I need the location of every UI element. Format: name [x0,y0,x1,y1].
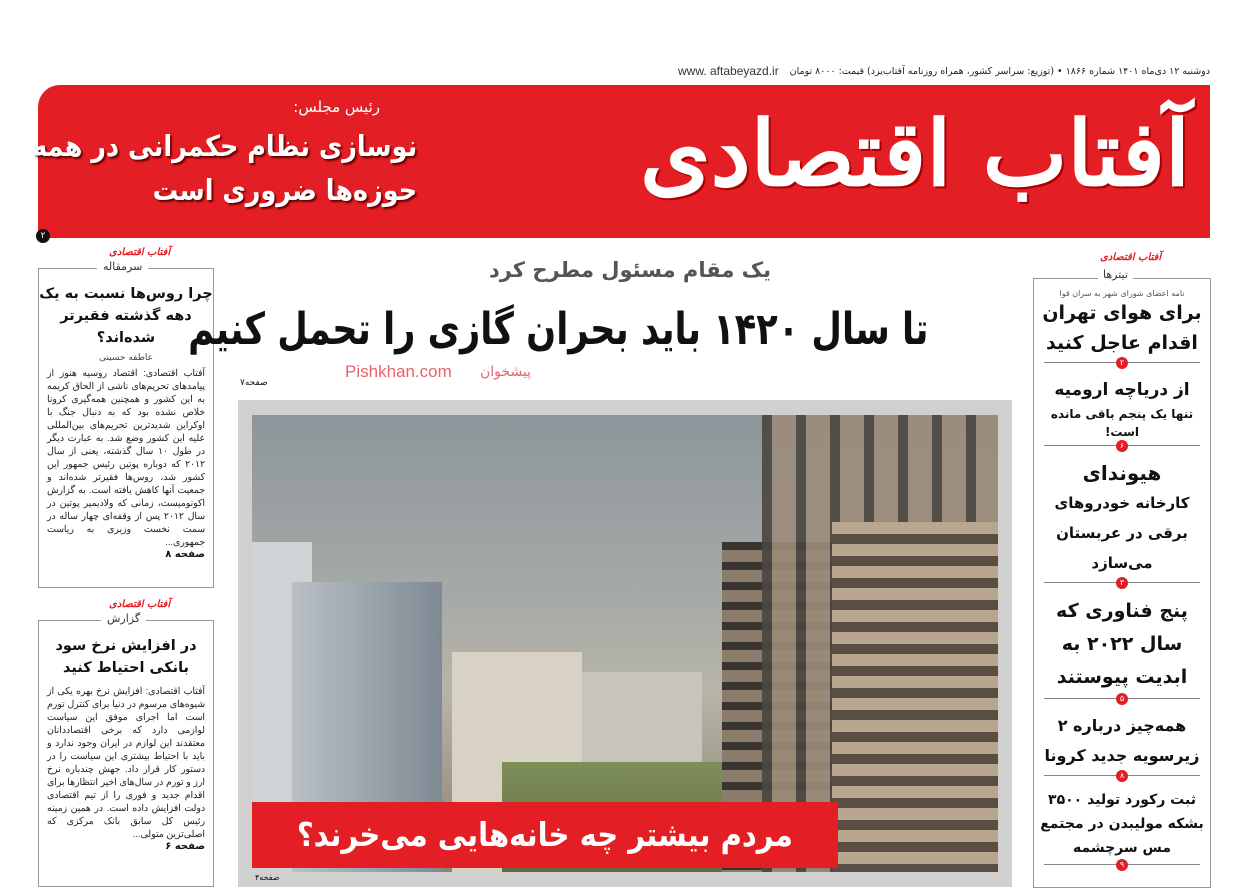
page-badge: ۲ [1116,357,1128,369]
banner-page-number: ۲ [36,229,50,243]
page-badge: ۶ [1116,440,1128,452]
main-headline[interactable]: تا سال ۱۴۲۰ باید بحران گازی را تحمل کنیم [188,304,929,355]
page-badge: ۵ [1116,693,1128,705]
headlines-box [1033,278,1211,888]
photo-page: صفحه۴ [255,873,280,882]
report-page: صفحه ۶ [165,841,205,852]
editorial-title[interactable]: چرا روس‌ها نسبت به یک دهه گذشته فقیرتر شده‌اند؟ [39,286,213,346]
headline-kicker: نامه اعضای شورای شهر به سران قوا [1059,289,1185,298]
dateline: دوشنبه ۱۲ دی‌ماه ۱۴۰۱ شماره ۱۸۶۶ • (توزیع: سراسر کشور، همراه روزنامه آفتاب‌یزد) قیمت: ۸۰۰۰ تومان [789,66,1210,77]
page-badge: ۳ [1116,577,1128,589]
report-brand: آفتاب اقتصادی [109,599,171,610]
page-badge: ۹ [1116,859,1128,871]
editorial-body: آفتاب اقتصادی: اقتصاد روسیه هنوز از پیامدهای تحریم‌های ناشی از الحاق کریمه به این کشور و همچنین همه‌گیری کرونا خلاص نشده بود که به دنبال جنگ با اوکراین شدیدترین تحریم‌های بین‌المللی علیه این کشور وضع شد. به عبارت دیگر در طول ۱۰ سال گذشته، یعنی از سال ۲۰۱۲ که دوباره پوتین رئیس جمهور این کشور شد، روس‌ها فقیرتر شده‌اند و جمعیت آنها کاهش یافته است. به گزارش اکونومیست، زمانی که ولادیمیر پوتین در سال ۲۰۱۲ پس از وقفه‌ای چهار ساله در سمت نخست وزیری به ریاست جمهوری... [47,368,205,547]
watermark: Pishkhan.com [345,362,452,381]
headlines-brand: آفتاب اقتصادی [1100,252,1162,263]
watermark-fa: پیشخوان [480,364,532,380]
headline-item[interactable]: ثبت رکورد تولید ۳۵۰۰ بشکه مولیبدن در مجتمع مس سرچشمه [1040,792,1204,856]
headline-item[interactable]: پنج فناوری که سال ۲۰۲۲ به ابدیت پیوستند [1056,600,1188,688]
editorial-label: سرمقاله [97,260,148,273]
banner-kicker: رئیس مجلس: [293,98,380,116]
headline-sub: تنها یک پنجم باقی مانده است! [1050,407,1194,439]
photo-caption[interactable] [252,802,838,868]
editorial-brand: آفتاب اقتصادی [109,247,171,258]
page-badge: ۸ [1116,770,1128,782]
report-body: آفتاب اقتصادی: افزایش نرخ بهره یکی از شیوه‌های مرسوم در دنیا برای کنترل تورم است اما اجرای موفق این سیاست لوازمی دارد که برخی اقتصاددانان معتقدند این لوازم در ایران وجود ندارد و باید با احتیاط بیشتری این سیاست را در دستور کار قرار داد. جهش چندباره نرخ ارز و تورم در سال‌های اخیر انتظارها برای اقدام جدید و فوری را از تیم اقتصادی دولت افزایش داده است. در همین زمینه رئیس کل سابق بانک مرکزی که اصلی‌ترین متولی... [47,686,205,839]
report-title[interactable]: در افزایش نرخ سود بانکی احتیاط کنید [55,638,197,676]
editorial-page: صفحه ۸ [165,549,205,560]
newspaper-logo: آفتاب اقتصادی [640,101,1190,207]
editorial-author: عاطفه حسینی [98,353,154,363]
headline-item[interactable]: از دریاچه ارومیه [1054,380,1190,400]
headline-item[interactable]: هیوندای [1082,461,1162,485]
report-box [38,599,214,887]
main-subhead: یک مقام مسئول مطرح کرد [488,258,772,282]
report-label: گزارش [101,612,146,625]
headline-item[interactable]: همه‌چیز درباره ۲ زیرسویه جدید کرونا [1044,716,1200,765]
headlines-label: تیترها [1098,268,1133,281]
headline-page: صفحه۷ [240,378,268,388]
website-link[interactable]: www. aftabeyazd.ir [678,64,779,78]
headline-item[interactable]: برای هوای تهران اقدام عاجل کنید [1042,302,1202,354]
headline-sub: کارخانه خودروهای برقی در عربستان می‌سازد [1054,494,1190,572]
banner-headline[interactable]: نوسازی نظام حکمرانی در همه حوزه‌ها ضروری است [32,129,418,207]
photo-caption-text: مردم بیشتر چه خانه‌هایی می‌خرند؟ [296,815,793,854]
